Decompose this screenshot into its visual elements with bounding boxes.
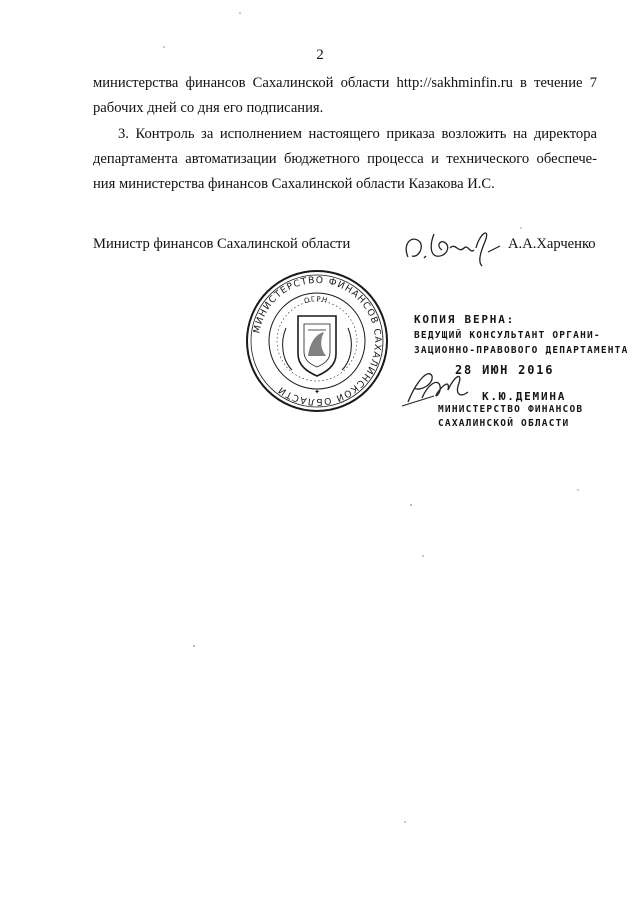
svg-text:ОГРН: ОГРН: [303, 295, 329, 306]
copy-stamp-name: К.Ю.ДЕМИНА: [482, 390, 567, 403]
copy-stamp-date: 28 ИЮН 2016: [455, 363, 555, 377]
svg-text:МИНИСТЕРСТВО ФИНАНСОВ САХАЛИНС: МИНИСТЕРСТВО ФИНАНСОВ САХАЛИНСКОЙ ОБЛАСТИ: [251, 274, 384, 408]
signatory-name: А.А.Харченко: [508, 236, 596, 252]
svg-text:✦: ✦: [314, 388, 320, 396]
body-line-5: ния министерства финансов Сахалинской области Казакова И.С.: [93, 176, 495, 192]
copy-stamp-line-1: ВЕДУЩИЙ КОНСУЛЬТАНТ ОРГАНИ-: [414, 330, 601, 341]
copy-stamp-line-2: ЗАЦИОННО-ПРАВОВОГО ДЕПАРТАМЕНТА: [414, 345, 629, 356]
copy-stamp-org-1: МИНИСТЕРСТВО ФИНАНСОВ: [438, 404, 584, 415]
page-number: 2: [316, 47, 324, 63]
body-line-1: министерства финансов Сахалинской области http://sakhminfin.ru в течение 7: [93, 75, 597, 91]
body-line-3: 3. Контроль за исполнением настоящего приказа возложить на директора: [118, 126, 597, 142]
copy-stamp-org-2: САХАЛИНСКОЙ ОБЛАСТИ: [438, 418, 570, 429]
body-line-2: рабочих дней со дня его подписания.: [93, 100, 324, 116]
body-line-4: департамента автоматизации бюджетного процесса и технического обеспече-: [93, 151, 597, 167]
signatory-title: Министр финансов Сахалинской области: [93, 236, 351, 252]
copy-stamp-heading: КОПИЯ ВЕРНА:: [414, 313, 516, 326]
